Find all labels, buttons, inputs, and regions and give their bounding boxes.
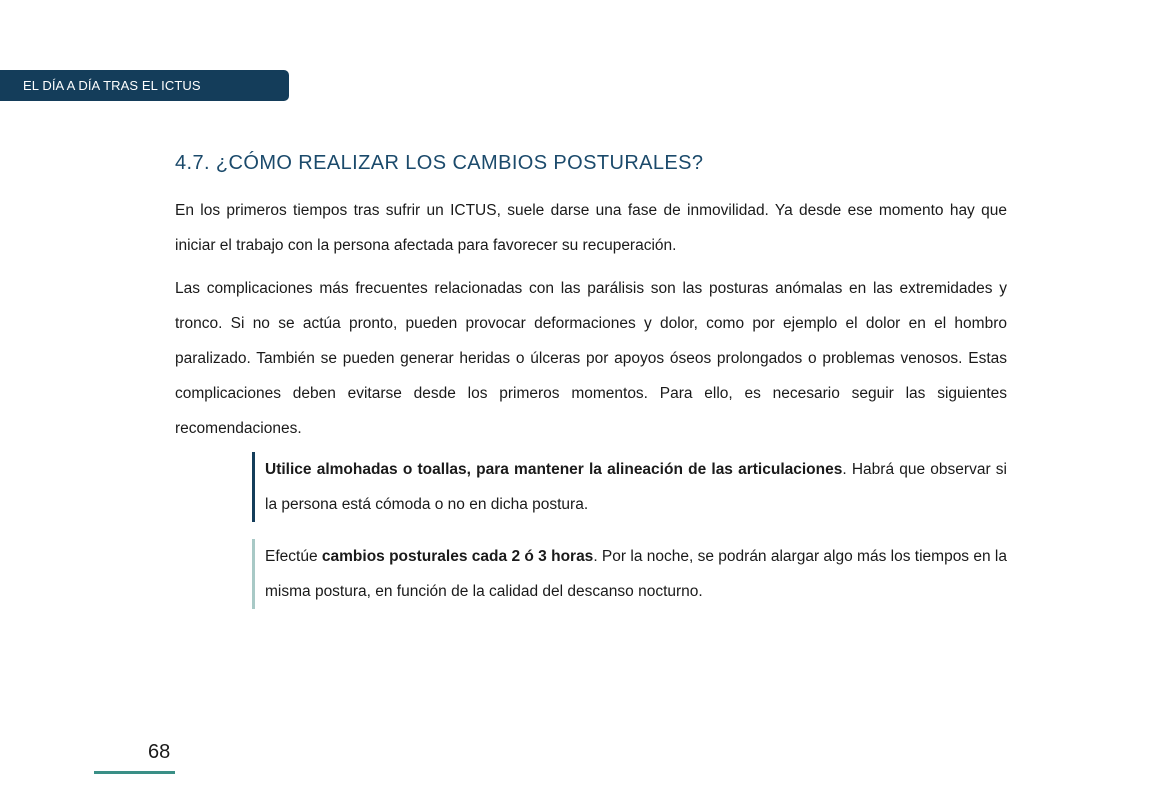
recommendation-text — [265, 539, 1007, 609]
body-text — [175, 193, 1007, 454]
recommendation-rest: . Por la noche, se podrán alargar algo más los tiempos en la misma postura, en función de la calidad del descanso nocturno. — [265, 548, 1007, 600]
paragraph: Las complicaciones más frecuentes relacionadas con las parálisis son las posturas anómalas en las extremidades y tronco. Si no se actúa pronto, pueden provocar deformaciones y dolor, como por ejemplo el dolor en el hombro paralizado. También se pueden generar heridas o úlceras por apoyos óseos prolongados o problemas venosos. Estas complicaciones deben evitarse desde los primeros momentos. Para ello, es necesario seguir las siguientes recomendaciones. — [175, 280, 1007, 437]
recommendation-callout — [252, 539, 1007, 609]
recommendation-text — [265, 452, 1007, 522]
recommendation-prefix: Efectúe — [265, 548, 322, 565]
paragraph: En los primeros tiempos tras sufrir un ICTUS, suele darse una fase de inmovilidad. Ya desde ese momento hay que iniciar el trabajo con la persona afectada para favorecer su recuperación. — [175, 202, 1007, 254]
page-number: 68 — [148, 741, 171, 763]
section-header-tab: EL DÍA A DÍA TRAS EL ICTUS — [0, 70, 289, 101]
section-title: 4.7. ¿CÓMO REALIZAR LOS CAMBIOS POSTURALES? — [175, 152, 704, 174]
recommendation-rest: . Habrá que observar si la persona está cómoda o no en dicha postura. — [265, 461, 1007, 513]
recommendation-callout — [252, 452, 1007, 522]
recommendation-emphasis: cambios posturales cada 2 ó 3 horas — [321, 548, 594, 565]
recommendation-emphasis: Utilice almohadas o toallas, para mantener la alineación de las articulaciones — [265, 461, 843, 478]
page-number-underline — [94, 771, 175, 774]
